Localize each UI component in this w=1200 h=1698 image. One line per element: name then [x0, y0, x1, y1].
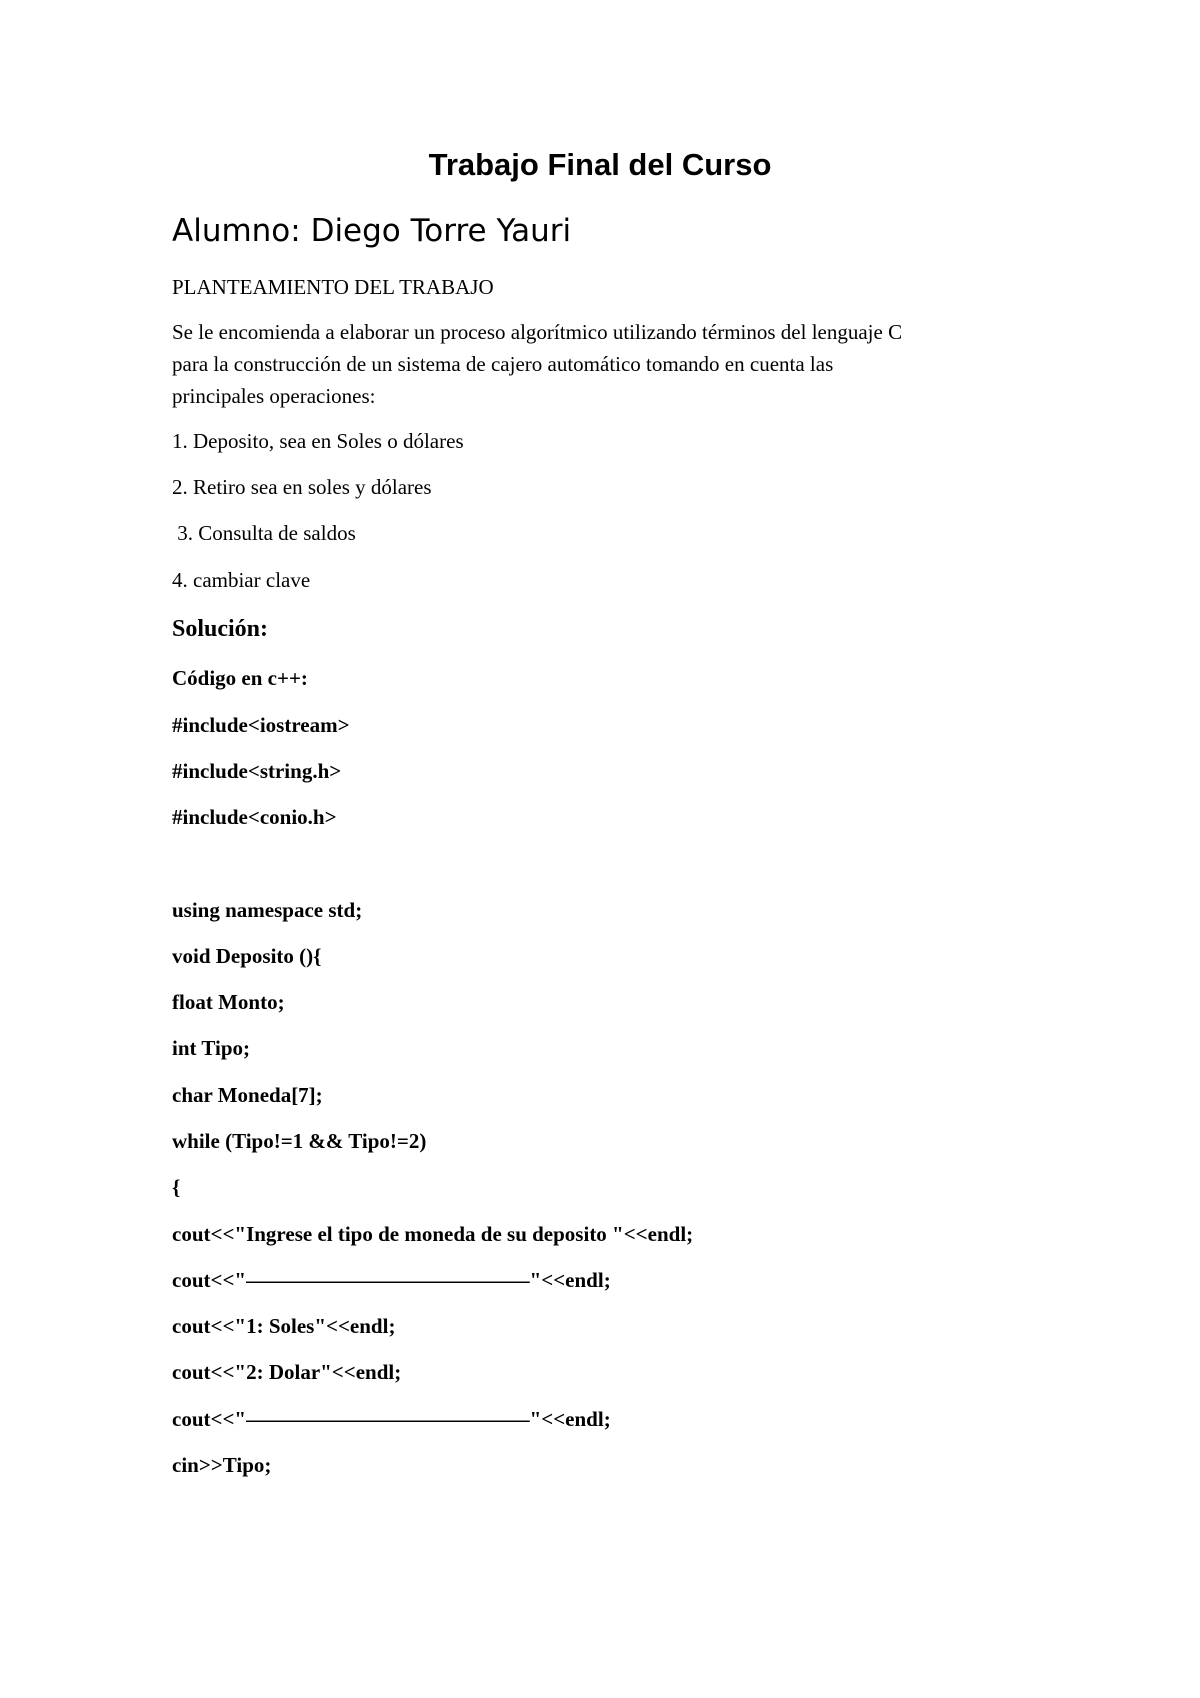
code-line: cout<<"–––––––––––––––––––––––––––"<<endl;: [172, 1407, 611, 1431]
code-line: cout<<"–––––––––––––––––––––––––––"<<endl;: [172, 1268, 611, 1292]
intro-line: principales operaciones:: [172, 384, 376, 408]
code-line: #include<conio.h>: [172, 805, 337, 829]
code-line: float Monto;: [172, 990, 285, 1014]
intro-line: para la construcción de un sistema de cajero automático tomando en cuenta las: [172, 352, 834, 376]
intro-line: Se le encomienda a elaborar un proceso algorítmico utilizando términos del lenguaje C: [172, 320, 903, 344]
list-item: 1. Deposito, sea en Soles o dólares: [172, 429, 464, 453]
code-line: {: [172, 1175, 181, 1199]
code-line: cout<<"Ingrese el tipo de moneda de su deposito "<<endl;: [172, 1222, 694, 1246]
code-line: cout<<"1: Soles"<<endl;: [172, 1314, 396, 1338]
section-heading: PLANTEAMIENTO DEL TRABAJO: [172, 275, 494, 299]
document-title: Trabajo Final del Curso: [428, 147, 772, 182]
code-line: #include<string.h>: [172, 759, 342, 783]
intro-paragraph: [172, 316, 1052, 412]
code-line: void Deposito (){: [172, 944, 322, 968]
code-line: cout<<"2: Dolar"<<endl;: [172, 1360, 402, 1384]
list-item: 3. Consulta de saldos: [172, 521, 356, 545]
student-name: Alumno: Diego Torre Yauri: [172, 213, 572, 249]
code-line: int Tipo;: [172, 1036, 251, 1060]
code-line: char Moneda[7];: [172, 1083, 323, 1107]
list-item: 2. Retiro sea en soles y dólares: [172, 475, 432, 499]
code-heading: Código en c++:: [172, 666, 308, 690]
code-line: #include<iostream>: [172, 713, 350, 737]
code-line: using namespace std;: [172, 898, 363, 922]
solution-heading: Solución:: [172, 616, 269, 642]
code-line: cin>>Tipo;: [172, 1453, 272, 1477]
list-item: 4. cambiar clave: [172, 568, 311, 592]
code-line: while (Tipo!=1 && Tipo!=2): [172, 1129, 427, 1153]
